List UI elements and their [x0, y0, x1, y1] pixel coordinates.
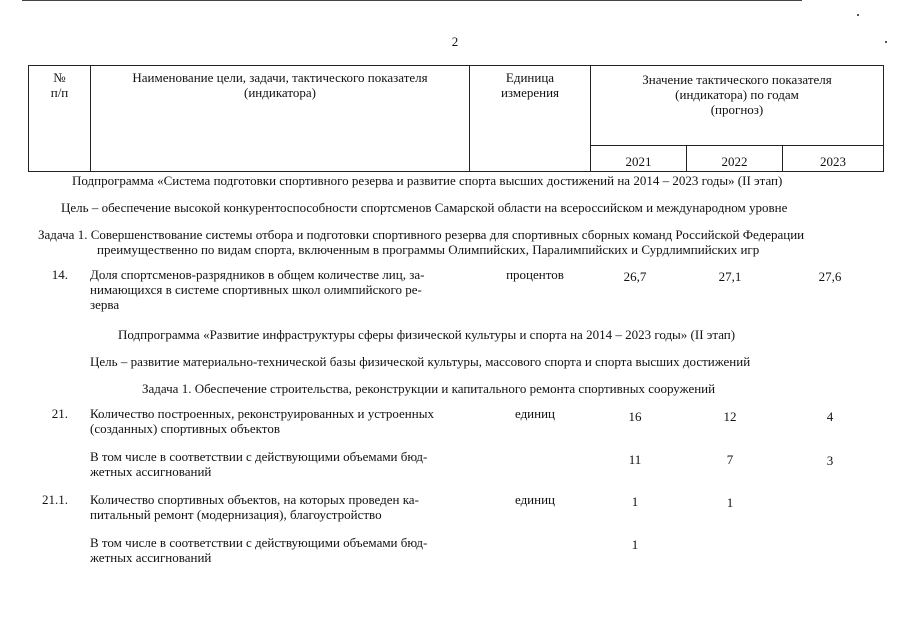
row-21-1-unit: единиц	[514, 492, 556, 507]
row-14-value-2022: 27,1	[718, 269, 742, 284]
row-21-1-subtotal-name-line: жетных ассигнований	[90, 550, 212, 565]
row-21-value-2021: 16	[628, 409, 642, 424]
row-21-1-name-line: питальный ремонт (модернизация), благоустройство	[90, 507, 382, 522]
row-21-1-value-2021: 1	[631, 494, 639, 509]
row-14-value-2021: 26,7	[623, 269, 647, 284]
subprogram-1-task-line2: преимущественно по видам спорта, включенным в программы Олимпийских, Паралимпийских и Сурдлимпийских игр	[97, 242, 760, 257]
row-21-1-subtotal-name-line: В том числе в соответствии с действующими объемами бюд-	[90, 535, 428, 550]
header-col-unit	[470, 66, 591, 172]
row-21-subtotal-name-line: жетных ассигнований	[90, 464, 212, 479]
row-14-value-2023: 27,6	[818, 269, 842, 284]
row-21-1-subtotal-name	[90, 535, 464, 565]
subprogram-2-title: Подпрограмма «Развитие инфраструктуры сферы физической культуры и спорта на 2014 – 2023 годы» (II этап)	[118, 327, 736, 342]
subprogram-1-title: Подпрограмма «Система подготовки спортивного резерва и развитие спорта высших достижений на 2014 – 2023 годы» (II этап)	[72, 173, 783, 188]
row-21-1-value-2022: 1	[726, 495, 734, 510]
page-number: 2	[451, 34, 459, 49]
row-21-1-name	[90, 492, 464, 522]
subprogram-1-task-line1: Задача 1. Совершенствование системы отбора и подготовки спортивного резерва для спортивных сборных команд Российской Федерации	[38, 227, 805, 242]
row-21-1-name-line: Количество спортивных объектов, на которых проведен ка-	[90, 492, 419, 507]
row-21-subtotal-value-2022: 7	[726, 452, 734, 467]
row-21-subtotal-name	[90, 449, 464, 479]
row-14-name-line: зерва	[90, 297, 120, 312]
row-21-subtotal-value-2023: 3	[826, 453, 834, 468]
header-col-number	[29, 66, 91, 172]
scan-speck	[885, 41, 887, 43]
header-table	[28, 65, 884, 172]
header-col-values	[591, 66, 884, 146]
row-21-subtotal-value-2021: 11	[628, 452, 642, 467]
header-col-unit-label: Единица измерения	[500, 70, 560, 100]
row-21-number: 21.	[51, 406, 68, 421]
row-21-name-line: (созданных) спортивных объектов	[90, 421, 280, 436]
row-21-name	[90, 406, 464, 436]
scan-speck	[857, 14, 859, 16]
header-col-values-label: Значение тактического показателя (индикатора) по годам (прогноз)	[642, 72, 832, 117]
row-14-name	[90, 267, 464, 312]
row-14-unit: процентов	[506, 267, 564, 282]
header-col-name	[91, 66, 470, 172]
header-year-2023: 2023	[783, 146, 884, 172]
row-21-1-subtotal-value-2021: 1	[631, 537, 639, 552]
row-21-value-2022: 12	[723, 409, 737, 424]
row-21-subtotal-name-line: В том числе в соответствии с действующими объемами бюд-	[90, 449, 428, 464]
header-year-2022: 2022	[687, 146, 783, 172]
subprogram-2-goal: Цель – развитие материально-технической базы физической культуры, массового спорта и спорта высших достижений	[90, 354, 751, 369]
header-col-number-label: № п/п	[50, 70, 69, 100]
row-14-number: 14.	[51, 267, 68, 282]
header-col-name-label: Наименование цели, задачи, тактического показателя (индикатора)	[132, 70, 428, 100]
row-21-unit: единиц	[514, 406, 556, 421]
top-border-line	[22, 0, 802, 1]
header-year-2021: 2021	[591, 146, 687, 172]
row-21-value-2023: 4	[826, 409, 834, 424]
row-21-name-line: Количество построенных, реконструированных и устроенных	[90, 406, 434, 421]
row-14-name-line: нимающихся в системе спортивных школ олимпийского ре-	[90, 282, 422, 297]
row-21-1-number: 21.1.	[42, 492, 68, 507]
subprogram-1-goal: Цель – обеспечение высокой конкурентоспособности спортсменов Самарской области на всероссийском и международном уровне	[61, 200, 788, 215]
subprogram-2-task: Задача 1. Обеспечение строительства, реконструкции и капитального ремонта спортивных сооружений	[142, 381, 716, 396]
row-14-name-line: Доля спортсменов-разрядников в общем количестве лиц, за-	[90, 267, 425, 282]
